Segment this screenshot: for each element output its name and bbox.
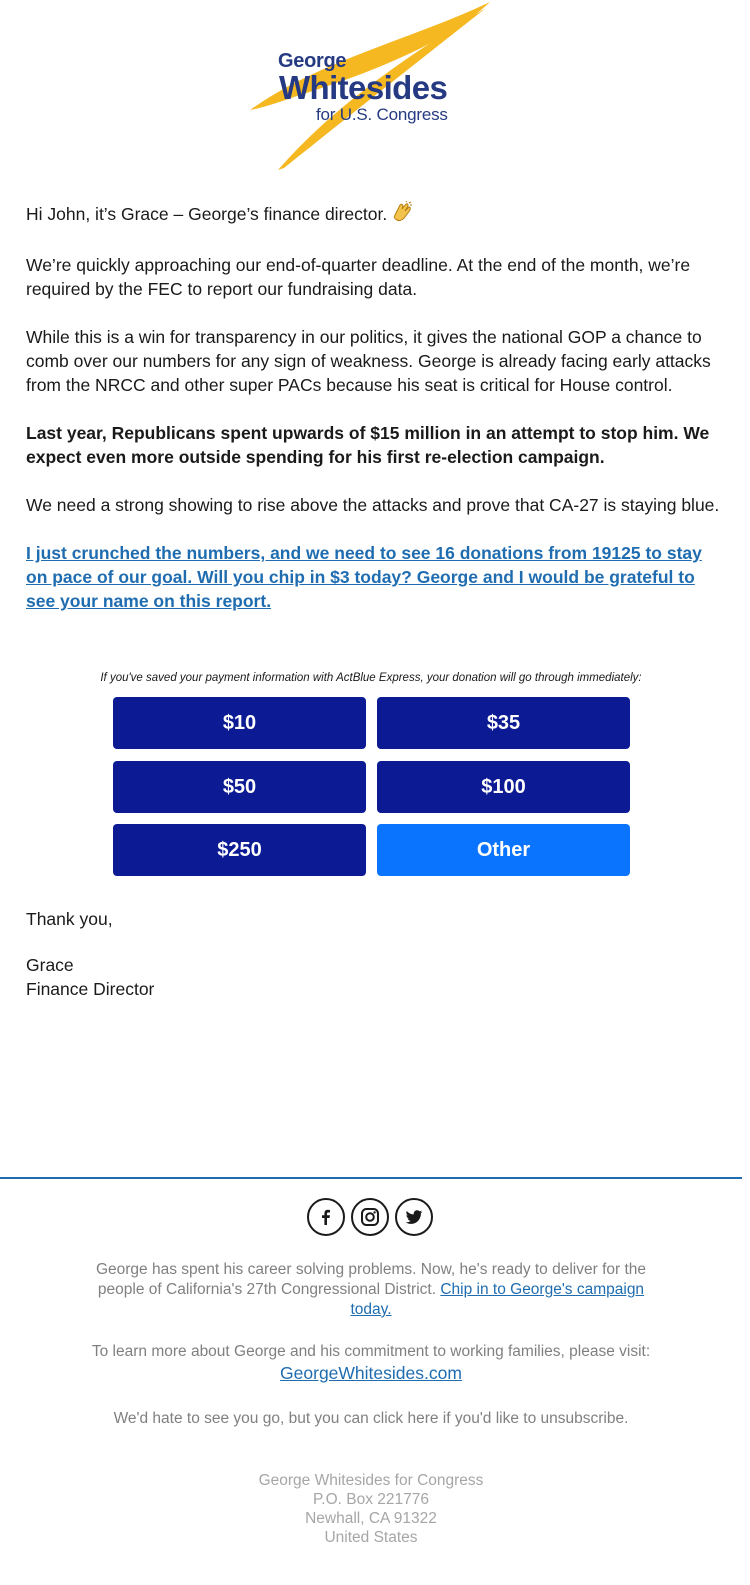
- logo-subtitle: for U.S. Congress: [316, 105, 448, 124]
- thanks-text: Thank you,: [26, 909, 113, 929]
- address-org: George Whitesides for Congress: [258, 1472, 484, 1489]
- donation-cta-link[interactable]: I just crunched the numbers, and we need to see 16 donations from 19125 to stay on pace of our goal. Will you chip in $3 today? George and I would be grateful to see your name on this report.: [26, 543, 702, 611]
- instagram-icon[interactable]: [351, 1198, 389, 1236]
- logo-last-name: Whitesides: [279, 69, 448, 106]
- paragraph-showing: We need a strong showing to rise above the attacks and prove that CA-27 is staying blue.: [26, 495, 720, 515]
- mailing-address: [0, 1471, 742, 1547]
- donate-250-button[interactable]: $250: [113, 824, 366, 876]
- footer-divider: [0, 1177, 742, 1179]
- address-city: Newhall, CA 91322: [305, 1510, 437, 1527]
- paragraph-spending: Last year, Republicans spent upwards of $15 million in an attempt to stop him. We expect even more outside spending for his first re-election campaign.: [26, 423, 710, 467]
- signer-name: Grace: [26, 955, 74, 975]
- address-country: United States: [324, 1529, 418, 1546]
- logo-first-name: George: [278, 50, 347, 72]
- campaign-logo: [240, 0, 500, 180]
- paragraph-transparency: While this is a win for transparency in our politics, it gives the national GOP a chance to comb over our numbers for any sign of weakness. George is already facing early attacks from the NRCC and other super PACs because his seat is critical for House control.: [26, 327, 711, 395]
- footer-learn-more: [80, 1342, 662, 1385]
- actblue-express-note: If you've saved your payment information with ActBlue Express, your donation will go through immediately:: [100, 672, 642, 684]
- greeting: Hi John, it’s Grace – George’s finance director.: [26, 201, 726, 229]
- footer-unsubscribe[interactable]: [80, 1409, 662, 1429]
- unsubscribe-text[interactable]: We'd hate to see you go, but you can click here if you'd like to unsubscribe.: [113, 1410, 629, 1427]
- signer-title: Finance Director: [26, 979, 155, 999]
- donate-50-button[interactable]: $50: [113, 761, 366, 813]
- twitter-icon[interactable]: [395, 1198, 433, 1236]
- footer-website-link[interactable]: GeorgeWhitesides.com: [280, 1363, 462, 1383]
- footer-about-text: George has spent his career solving problems. Now, he's ready to deliver for the people of California's 27th Congressional District.: [95, 1261, 647, 1298]
- paragraph-deadline: We’re quickly approaching our end-of-quarter deadline. At the end of the month, we’re required by the FEC to report our fundraising data.: [26, 255, 691, 299]
- facebook-icon[interactable]: [307, 1198, 345, 1236]
- footer-chip-in-link[interactable]: Chip in to George's campaign today.: [350, 1281, 645, 1318]
- signoff: [26, 907, 154, 1001]
- donate-100-button[interactable]: $100: [377, 761, 630, 813]
- donate-35-button[interactable]: $35: [377, 697, 630, 749]
- donate-other-button[interactable]: Other: [377, 824, 630, 876]
- footer-about: [80, 1260, 662, 1320]
- footer-learn-text: To learn more about George and his commitment to working families, please visit:: [91, 1343, 651, 1360]
- logo-wordmark: [278, 50, 448, 126]
- clapping-hands-icon: [391, 201, 413, 229]
- address-po-box: P.O. Box 221776: [312, 1491, 430, 1508]
- email-body: [26, 201, 726, 637]
- donate-10-button[interactable]: $10: [113, 697, 366, 749]
